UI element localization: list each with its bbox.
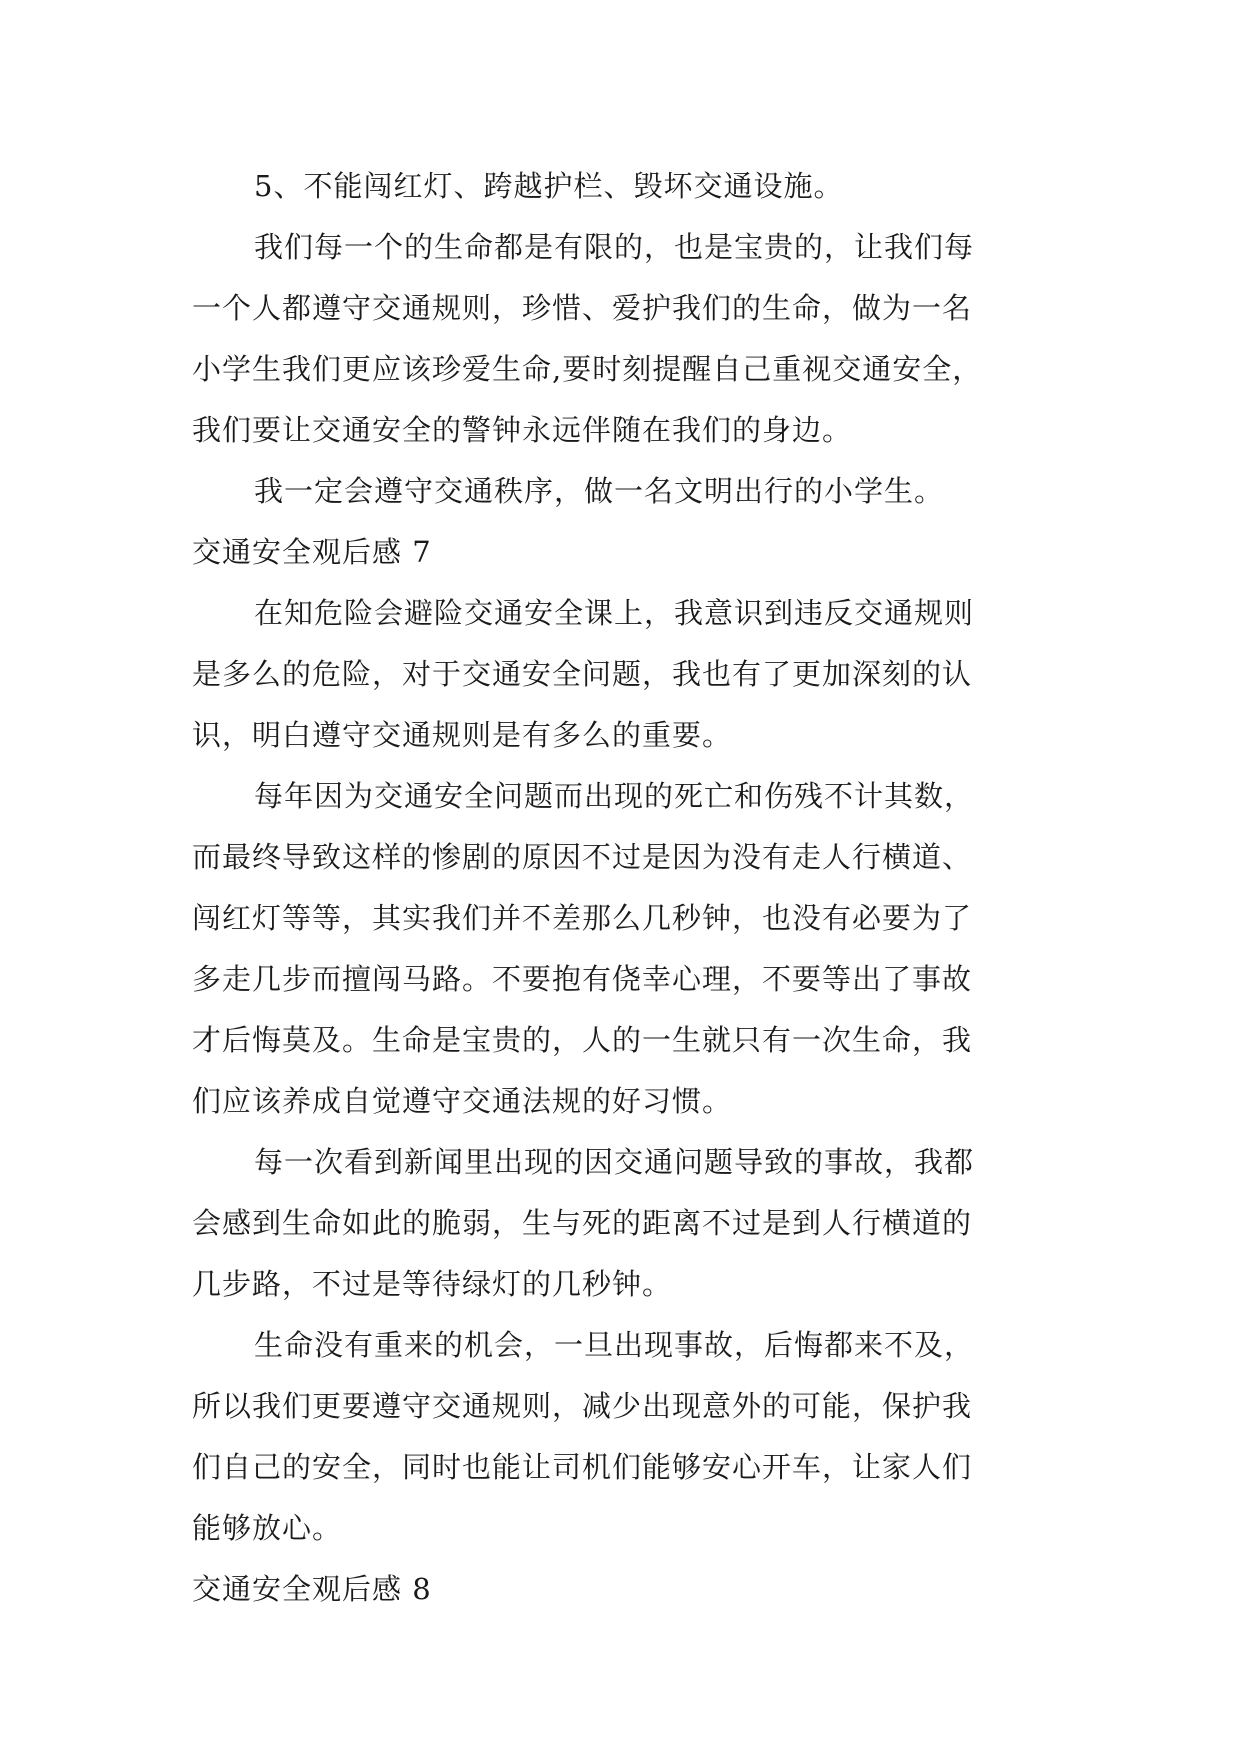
paragraph-line: 我们每一个的生命都是有限的，也是宝贵的，让我们每 (254, 230, 975, 264)
paragraph-line: 识，明白遵守交通规则是有多么的重要。 (192, 718, 733, 752)
paragraph-line: 能够放心。 (192, 1511, 343, 1545)
paragraph-line: 而最终导致这样的惨剧的原因不过是因为没有走人行横道、 (192, 840, 973, 874)
paragraph-line: 是多么的危险，对于交通安全问题，我也有了更加深刻的认 (192, 657, 973, 691)
paragraph-line: 几步路，不过是等待绿灯的几秒钟。 (192, 1267, 673, 1301)
paragraph-line: 一个人都遵守交通规则，珍惜、爱护我们的生命，做为一名 (192, 291, 973, 325)
section-heading-7: 交通安全观后感 7 (192, 535, 432, 569)
section-heading-8: 交通安全观后感 8 (192, 1572, 432, 1606)
paragraph-line: 生命没有重来的机会，一旦出现事故，后悔都来不及， (254, 1328, 975, 1362)
paragraph-line: 们应该养成自觉遵守交通法规的好习惯。 (192, 1084, 733, 1118)
list-item-5: 5、不能闯红灯、跨越护栏、毁坏交通设施。 (254, 169, 844, 203)
paragraph-line: 我们要让交通安全的警钟永远伴随在我们的身边。 (192, 413, 853, 447)
paragraph-line: 每年因为交通安全问题而出现的死亡和伤残不计其数， (254, 779, 975, 813)
paragraph-line: 多走几步而擅闯马路。不要抱有侥幸心理，不要等出了事故 (192, 962, 973, 996)
paragraph-line: 们自己的安全，同时也能让司机们能够安心开车，让家人们 (192, 1450, 973, 1484)
paragraph-line: 会感到生命如此的脆弱，生与死的距离不过是到人行横道的 (192, 1206, 973, 1240)
paragraph-line: 每一次看到新闻里出现的因交通问题导致的事故，我都 (254, 1145, 975, 1179)
paragraph-line: 闯红灯等等，其实我们并不差那么几秒钟，也没有必要为了 (192, 901, 973, 935)
paragraph-line: 在知危险会避险交通安全课上，我意识到违反交通规则 (254, 596, 975, 630)
paragraph-line: 才后悔莫及。生命是宝贵的，人的一生就只有一次生命，我 (192, 1023, 973, 1057)
paragraph-line: 所以我们更要遵守交通规则，减少出现意外的可能，保护我 (192, 1389, 973, 1423)
paragraph-line: 小学生我们更应该珍爱生命,要时刻提醒自己重视交通安全， (192, 352, 983, 386)
paragraph-line: 我一定会遵守交通秩序，做一名文明出行的小学生。 (254, 474, 945, 508)
